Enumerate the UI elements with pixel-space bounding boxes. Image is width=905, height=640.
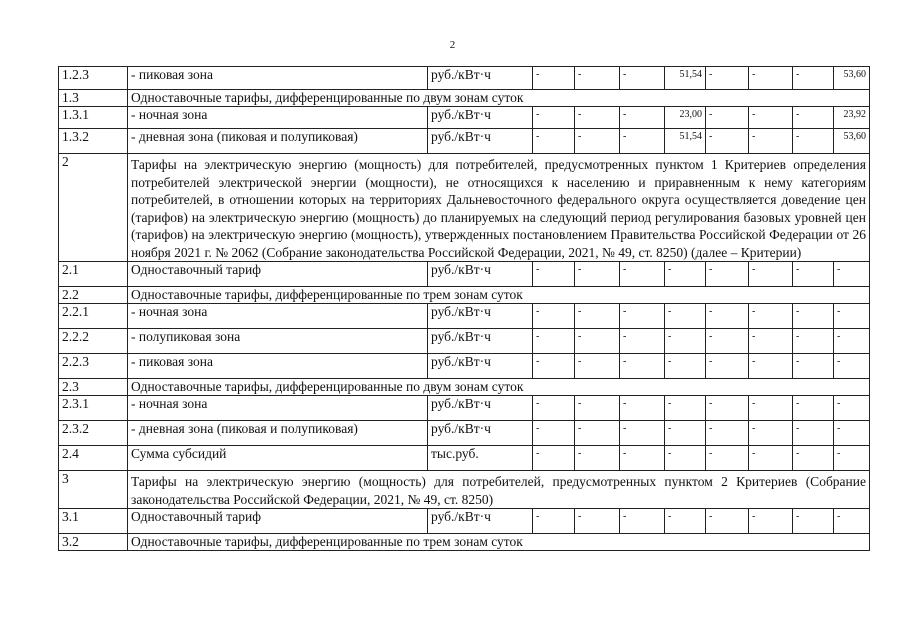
value-cell: - <box>533 107 575 129</box>
value-cell: 23,92 <box>834 107 870 129</box>
value-cell: - <box>620 329 665 354</box>
value-cell: - <box>533 129 575 154</box>
value-cell: - <box>575 396 620 421</box>
value-cell: - <box>834 329 870 354</box>
value-cell: - <box>793 67 834 90</box>
row-number: 1.3.1 <box>59 107 128 129</box>
value-cell: - <box>749 329 793 354</box>
value-cell: - <box>706 129 749 154</box>
value-cell: - <box>620 446 665 471</box>
value-cell: - <box>575 304 620 329</box>
row-unit: руб./кВт·ч <box>428 509 533 534</box>
value-cell: - <box>533 67 575 90</box>
value-cell: - <box>665 446 706 471</box>
value-cell: - <box>620 107 665 129</box>
row-number: 3 <box>59 471 128 509</box>
value-cell: - <box>706 329 749 354</box>
table-row <box>59 379 870 396</box>
value-cell: - <box>706 67 749 90</box>
row-name: - ночная зона <box>128 107 428 129</box>
value-cell: - <box>834 354 870 379</box>
value-cell: - <box>749 509 793 534</box>
row-name: - пиковая зона <box>128 67 428 90</box>
value-cell: - <box>834 304 870 329</box>
row-number: 2.2 <box>59 287 128 304</box>
value-cell: - <box>706 107 749 129</box>
value-cell: 53,60 <box>834 67 870 90</box>
value-cell: - <box>749 446 793 471</box>
value-cell: - <box>620 509 665 534</box>
row-name: Одноставочный тариф <box>128 262 428 287</box>
row-name: Сумма субсидий <box>128 446 428 471</box>
row-unit: руб./кВт·ч <box>428 396 533 421</box>
value-cell: - <box>665 509 706 534</box>
row-unit: руб./кВт·ч <box>428 421 533 446</box>
value-cell: - <box>793 329 834 354</box>
row-number: 2.3.1 <box>59 396 128 421</box>
value-cell: 23,00 <box>665 107 706 129</box>
value-cell: - <box>793 129 834 154</box>
value-cell: - <box>665 421 706 446</box>
row-name: Одноставочный тариф <box>128 509 428 534</box>
value-cell: 51,54 <box>665 129 706 154</box>
table-row <box>59 509 870 534</box>
value-cell: - <box>620 129 665 154</box>
row-number: 1.2.3 <box>59 67 128 90</box>
value-cell: - <box>620 304 665 329</box>
value-cell: - <box>575 446 620 471</box>
row-name: - дневная зона (пиковая и полупиковая) <box>128 421 428 446</box>
value-cell: - <box>793 304 834 329</box>
value-cell: - <box>793 262 834 287</box>
value-cell: - <box>834 396 870 421</box>
value-cell: - <box>575 421 620 446</box>
row-number: 2.4 <box>59 446 128 471</box>
value-cell: - <box>575 329 620 354</box>
table-row <box>59 329 870 354</box>
value-cell: - <box>706 421 749 446</box>
row-name: - дневная зона (пиковая и полупиковая) <box>128 129 428 154</box>
value-cell: 51,54 <box>665 67 706 90</box>
row-unit: руб./кВт·ч <box>428 329 533 354</box>
value-cell: - <box>793 421 834 446</box>
value-cell: - <box>793 354 834 379</box>
value-cell: - <box>793 509 834 534</box>
tariff-table <box>58 66 870 551</box>
table-row <box>59 90 870 107</box>
table-row <box>59 304 870 329</box>
value-cell: - <box>706 446 749 471</box>
value-cell: - <box>575 129 620 154</box>
value-cell: - <box>749 421 793 446</box>
row-number: 3.1 <box>59 509 128 534</box>
value-cell: - <box>533 396 575 421</box>
value-cell: - <box>834 421 870 446</box>
row-number: 1.3.2 <box>59 129 128 154</box>
value-cell: - <box>834 446 870 471</box>
table-row <box>59 262 870 287</box>
row-unit: руб./кВт·ч <box>428 354 533 379</box>
row-number: 2.2.3 <box>59 354 128 379</box>
value-cell: - <box>533 509 575 534</box>
value-cell: - <box>834 509 870 534</box>
section-heading: Одноставочные тарифы, дифференцированные по трем зонам суток <box>128 534 870 551</box>
table-row <box>59 67 870 90</box>
table-row <box>59 396 870 421</box>
row-name: - ночная зона <box>128 396 428 421</box>
value-cell: - <box>749 262 793 287</box>
table-row <box>59 129 870 154</box>
value-cell: 53,60 <box>834 129 870 154</box>
row-number: 2 <box>59 154 128 262</box>
value-cell: - <box>620 396 665 421</box>
value-cell: - <box>665 329 706 354</box>
table-row <box>59 354 870 379</box>
row-number: 2.1 <box>59 262 128 287</box>
value-cell: - <box>749 107 793 129</box>
row-unit: руб./кВт·ч <box>428 129 533 154</box>
table-row <box>59 107 870 129</box>
value-cell: - <box>620 354 665 379</box>
section-description: Тарифы на электрическую энергию (мощность) для потребителей, предусмотренных пунктом 1 Критериев определения потребителей электрической энергии (мощности), не относящихся к населению и приравненным к нему категориям потребителей, в отношении которых на территориях Дальневосточного федерального округа осуществляется доведение цен (тарифов) на электрическую энергию (мощность) до планируемых на следующий период регулирования базовых уровней цен (тарифов) на электрическую энергию (мощность), утвержденных постановлением Правительства Российской Федерации от 26 ноября 2021 г. № 2062 (Собрание законодательства Российской Федерации, 2021, № 49, ст. 8250) (далее – Критерии) <box>128 154 870 262</box>
value-cell: - <box>575 509 620 534</box>
row-number: 2.2.1 <box>59 304 128 329</box>
value-cell: - <box>706 262 749 287</box>
section-heading: Одноставочные тарифы, дифференцированные по двум зонам суток <box>128 90 870 107</box>
value-cell: - <box>706 509 749 534</box>
page-number: 2 <box>449 39 456 51</box>
row-unit: руб./кВт·ч <box>428 304 533 329</box>
table-row <box>59 534 870 551</box>
value-cell: - <box>706 304 749 329</box>
row-unit: руб./кВт·ч <box>428 262 533 287</box>
table-row <box>59 154 870 262</box>
value-cell: - <box>575 262 620 287</box>
row-name: - ночная зона <box>128 304 428 329</box>
value-cell: - <box>620 421 665 446</box>
section-description: Тарифы на электрическую энергию (мощность) для потребителей, предусмотренных пунктом 2 Критериев (Собрание законодательства Российской Федерации, 2021, № 49, ст. 8250) <box>128 471 870 509</box>
row-name: - полупиковая зона <box>128 329 428 354</box>
row-unit: руб./кВт·ч <box>428 107 533 129</box>
table-row <box>59 446 870 471</box>
value-cell: - <box>575 67 620 90</box>
row-number: 2.3 <box>59 379 128 396</box>
value-cell: - <box>834 262 870 287</box>
value-cell: - <box>749 129 793 154</box>
value-cell: - <box>749 304 793 329</box>
value-cell: - <box>533 421 575 446</box>
table-row <box>59 287 870 304</box>
value-cell: - <box>533 304 575 329</box>
value-cell: - <box>749 67 793 90</box>
row-name: - пиковая зона <box>128 354 428 379</box>
row-number: 2.2.2 <box>59 329 128 354</box>
value-cell: - <box>620 262 665 287</box>
section-heading: Одноставочные тарифы, дифференцированные по двум зонам суток <box>128 379 870 396</box>
value-cell: - <box>793 396 834 421</box>
value-cell: - <box>533 446 575 471</box>
value-cell: - <box>793 107 834 129</box>
table-row <box>59 471 870 509</box>
value-cell: - <box>706 396 749 421</box>
row-number: 1.3 <box>59 90 128 107</box>
row-number: 2.3.2 <box>59 421 128 446</box>
value-cell: - <box>620 67 665 90</box>
row-unit: тыс.руб. <box>428 446 533 471</box>
value-cell: - <box>533 262 575 287</box>
row-number: 3.2 <box>59 534 128 551</box>
value-cell: - <box>665 396 706 421</box>
row-unit: руб./кВт·ч <box>428 67 533 90</box>
value-cell: - <box>665 262 706 287</box>
value-cell: - <box>533 329 575 354</box>
value-cell: - <box>665 304 706 329</box>
value-cell: - <box>793 446 834 471</box>
value-cell: - <box>575 107 620 129</box>
value-cell: - <box>706 354 749 379</box>
table-row <box>59 421 870 446</box>
section-heading: Одноставочные тарифы, дифференцированные по трем зонам суток <box>128 287 870 304</box>
value-cell: - <box>749 396 793 421</box>
value-cell: - <box>749 354 793 379</box>
value-cell: - <box>665 354 706 379</box>
value-cell: - <box>533 354 575 379</box>
value-cell: - <box>575 354 620 379</box>
